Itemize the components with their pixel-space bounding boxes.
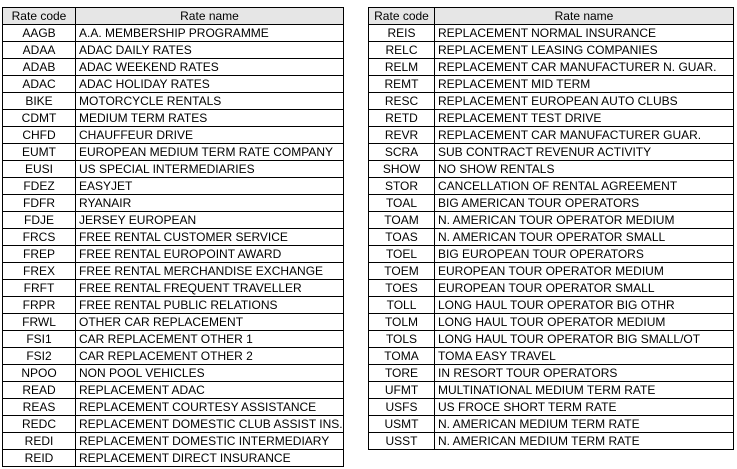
table-row <box>3 416 344 433</box>
table-row <box>3 42 344 59</box>
rate-code-cell: USMT <box>369 416 435 433</box>
rate-name-cell: FREE RENTAL MERCHANDISE EXCHANGE <box>76 263 344 280</box>
table-row <box>369 416 734 433</box>
rate-code-cell: FRWL <box>3 314 76 331</box>
table-row <box>3 93 344 110</box>
table-row <box>3 246 344 263</box>
rate-name-cell: BIG EUROPEAN TOUR OPERATORS <box>435 246 734 263</box>
header-row <box>369 8 734 25</box>
table-row <box>3 433 344 450</box>
rate-code-cell: TORE <box>369 365 435 382</box>
rate-code-cell: READ <box>3 382 76 399</box>
table-row <box>3 331 344 348</box>
rate-code-cell: FRCS <box>3 229 76 246</box>
table-row <box>369 365 734 382</box>
rate-code-cell: NPOO <box>3 365 76 382</box>
rate-name-cell: REPLACEMENT TEST DRIVE <box>435 110 734 127</box>
rate-code-cell: EUMT <box>3 144 76 161</box>
rate-name-cell: US FROCE SHORT TERM RATE <box>435 399 734 416</box>
rate-code-cell: EUSI <box>3 161 76 178</box>
rate-code-cell: RELC <box>369 42 435 59</box>
rate-code-cell: STOR <box>369 178 435 195</box>
table-row <box>3 212 344 229</box>
rate-name-cell: REPLACEMENT COURTESY ASSISTANCE <box>76 399 344 416</box>
table-row <box>3 382 344 399</box>
table-row <box>369 297 734 314</box>
header-row <box>3 8 344 25</box>
rate-name-cell: ADAC DAILY RATES <box>76 42 344 59</box>
rate-code-cell: ADAC <box>3 76 76 93</box>
table-row <box>369 42 734 59</box>
table-row <box>369 93 734 110</box>
rate-code-cell: USFS <box>369 399 435 416</box>
column-header-rate-code: Rate code <box>369 8 435 25</box>
table-row <box>369 280 734 297</box>
table-row <box>3 229 344 246</box>
table-row <box>3 144 344 161</box>
rate-code-cell: REAS <box>3 399 76 416</box>
rate-code-cell: REDC <box>3 416 76 433</box>
rate-name-cell: FREE RENTAL PUBLIC RELATIONS <box>76 297 344 314</box>
rate-code-cell: USST <box>369 433 435 450</box>
rate-name-cell: ADAC HOLIDAY RATES <box>76 76 344 93</box>
table-row <box>369 382 734 399</box>
rate-code-cell: RETD <box>369 110 435 127</box>
rate-code-cell: TOAS <box>369 229 435 246</box>
rate-name-cell: CAR REPLACEMENT OTHER 1 <box>76 331 344 348</box>
rate-name-cell: TOMA EASY TRAVEL <box>435 348 734 365</box>
rate-code-cell: FSI2 <box>3 348 76 365</box>
rate-name-cell: EUROPEAN TOUR OPERATOR SMALL <box>435 280 734 297</box>
rate-code-cell: FRFT <box>3 280 76 297</box>
rate-code-cell: TOLS <box>369 331 435 348</box>
rate-name-cell: LONG HAUL TOUR OPERATOR BIG SMALL/OT <box>435 331 734 348</box>
rate-name-cell: CANCELLATION OF RENTAL AGREEMENT <box>435 178 734 195</box>
rate-name-cell: REPLACEMENT DOMESTIC CLUB ASSIST INS. <box>76 416 344 433</box>
table-row <box>369 144 734 161</box>
rate-code-cell: FDEZ <box>3 178 76 195</box>
table-row <box>3 178 344 195</box>
rate-table-right <box>368 7 734 450</box>
table-row <box>3 110 344 127</box>
rate-name-cell: N. AMERICAN TOUR OPERATOR SMALL <box>435 229 734 246</box>
rate-name-cell: US SPECIAL INTERMEDIARIES <box>76 161 344 178</box>
rate-name-cell: NO SHOW RENTALS <box>435 161 734 178</box>
rate-code-cell: FREX <box>3 263 76 280</box>
rate-name-cell: REPLACEMENT CAR MANUFACTURER N. GUAR. <box>435 59 734 76</box>
rate-name-cell: CAR REPLACEMENT OTHER 2 <box>76 348 344 365</box>
table-row <box>369 263 734 280</box>
table-row <box>369 433 734 450</box>
table-row <box>3 161 344 178</box>
rate-code-cell: ADAB <box>3 59 76 76</box>
rate-code-cell: UFMT <box>369 382 435 399</box>
rate-name-cell: RYANAIR <box>76 195 344 212</box>
rate-name-cell: REPLACEMENT DOMESTIC INTERMEDIARY <box>76 433 344 450</box>
rate-name-cell: REPLACEMENT MID TERM <box>435 76 734 93</box>
rate-code-cell: FRPR <box>3 297 76 314</box>
rate-name-cell: N. AMERICAN TOUR OPERATOR MEDIUM <box>435 212 734 229</box>
table-row <box>3 280 344 297</box>
rate-name-cell: FREE RENTAL CUSTOMER SERVICE <box>76 229 344 246</box>
rate-name-cell: LONG HAUL TOUR OPERATOR BIG OTHR <box>435 297 734 314</box>
rate-name-cell: FREE RENTAL EUROPOINT AWARD <box>76 246 344 263</box>
table-row <box>369 76 734 93</box>
rate-name-cell: REPLACEMENT CAR MANUFACTURER GUAR. <box>435 127 734 144</box>
rate-code-cell: TOAL <box>369 195 435 212</box>
rate-name-cell: IN RESORT TOUR OPERATORS <box>435 365 734 382</box>
rate-name-cell: REPLACEMENT ADAC <box>76 382 344 399</box>
rate-code-cell: FREP <box>3 246 76 263</box>
rate-name-cell: MEDIUM TERM RATES <box>76 110 344 127</box>
table-row <box>3 127 344 144</box>
rate-name-cell: EUROPEAN MEDIUM TERM RATE COMPANY <box>76 144 344 161</box>
rate-code-cell: CDMT <box>3 110 76 127</box>
table-row <box>369 195 734 212</box>
rate-name-cell: EASYJET <box>76 178 344 195</box>
table-row <box>3 348 344 365</box>
table-row <box>3 314 344 331</box>
column-header-rate-name: Rate name <box>76 8 344 25</box>
rate-name-cell: A.A. MEMBERSHIP PROGRAMME <box>76 25 344 42</box>
rate-name-cell: BIG AMERICAN TOUR OPERATORS <box>435 195 734 212</box>
rate-name-cell: MOTORCYCLE RENTALS <box>76 93 344 110</box>
rate-name-cell: NON POOL VEHICLES <box>76 365 344 382</box>
rate-code-cell: REID <box>3 450 76 467</box>
table-row <box>3 59 344 76</box>
table-row <box>3 195 344 212</box>
rate-name-cell: ADAC WEEKEND RATES <box>76 59 344 76</box>
table-row <box>369 59 734 76</box>
rate-code-cell: BIKE <box>3 93 76 110</box>
rate-name-cell: REPLACEMENT LEASING COMPANIES <box>435 42 734 59</box>
rate-code-cell: RESC <box>369 93 435 110</box>
rate-code-cell: SCRA <box>369 144 435 161</box>
table-row <box>3 76 344 93</box>
table-row <box>369 314 734 331</box>
rate-code-cell: TOEM <box>369 263 435 280</box>
rate-name-cell: SUB CONTRACT REVENUR ACTIVITY <box>435 144 734 161</box>
rate-name-cell: MULTINATIONAL MEDIUM TERM RATE <box>435 382 734 399</box>
rate-code-cell: FDFR <box>3 195 76 212</box>
column-header-rate-name: Rate name <box>435 8 734 25</box>
rate-name-cell: LONG HAUL TOUR OPERATOR MEDIUM <box>435 314 734 331</box>
rate-code-cell: SHOW <box>369 161 435 178</box>
table-row <box>369 246 734 263</box>
table-row <box>369 331 734 348</box>
rate-code-cell: TOMA <box>369 348 435 365</box>
table-row <box>3 450 344 467</box>
table-row <box>3 365 344 382</box>
table-row <box>3 263 344 280</box>
table-row <box>369 399 734 416</box>
table-row <box>369 127 734 144</box>
table-row <box>369 212 734 229</box>
rate-code-cell: FSI1 <box>3 331 76 348</box>
table-row <box>3 399 344 416</box>
table-row <box>369 229 734 246</box>
rate-code-cell: RELM <box>369 59 435 76</box>
rate-name-cell: REPLACEMENT EUROPEAN AUTO CLUBS <box>435 93 734 110</box>
rate-name-cell: CHAUFFEUR DRIVE <box>76 127 344 144</box>
rate-name-cell: REPLACEMENT DIRECT INSURANCE <box>76 450 344 467</box>
rate-code-cell: REIS <box>369 25 435 42</box>
table-row <box>369 25 734 42</box>
rate-code-cell: REMT <box>369 76 435 93</box>
rate-name-cell: N. AMERICAN MEDIUM TERM RATE <box>435 433 734 450</box>
rate-name-cell: OTHER CAR REPLACEMENT <box>76 314 344 331</box>
rate-table-left <box>2 7 344 467</box>
column-header-rate-code: Rate code <box>3 8 76 25</box>
table-row <box>369 161 734 178</box>
table-row <box>3 25 344 42</box>
rate-code-cell: REDI <box>3 433 76 450</box>
rate-code-cell: TOEL <box>369 246 435 263</box>
rate-name-cell: EUROPEAN TOUR OPERATOR MEDIUM <box>435 263 734 280</box>
rate-code-cell: AAGB <box>3 25 76 42</box>
rate-code-cell: ADAA <box>3 42 76 59</box>
rate-name-cell: FREE RENTAL FREQUENT TRAVELLER <box>76 280 344 297</box>
rate-name-cell: JERSEY EUROPEAN <box>76 212 344 229</box>
rate-code-cell: REVR <box>369 127 435 144</box>
table-row <box>3 297 344 314</box>
rate-name-cell: N. AMERICAN MEDIUM TERM RATE <box>435 416 734 433</box>
rate-code-cell: TOES <box>369 280 435 297</box>
table-row <box>369 110 734 127</box>
rate-code-cell: TOLM <box>369 314 435 331</box>
rate-code-cell: TOLL <box>369 297 435 314</box>
table-row <box>369 178 734 195</box>
rate-code-cell: FDJE <box>3 212 76 229</box>
table-row <box>369 348 734 365</box>
rate-code-cell: CHFD <box>3 127 76 144</box>
rate-name-cell: REPLACEMENT NORMAL INSURANCE <box>435 25 734 42</box>
rate-code-cell: TOAM <box>369 212 435 229</box>
